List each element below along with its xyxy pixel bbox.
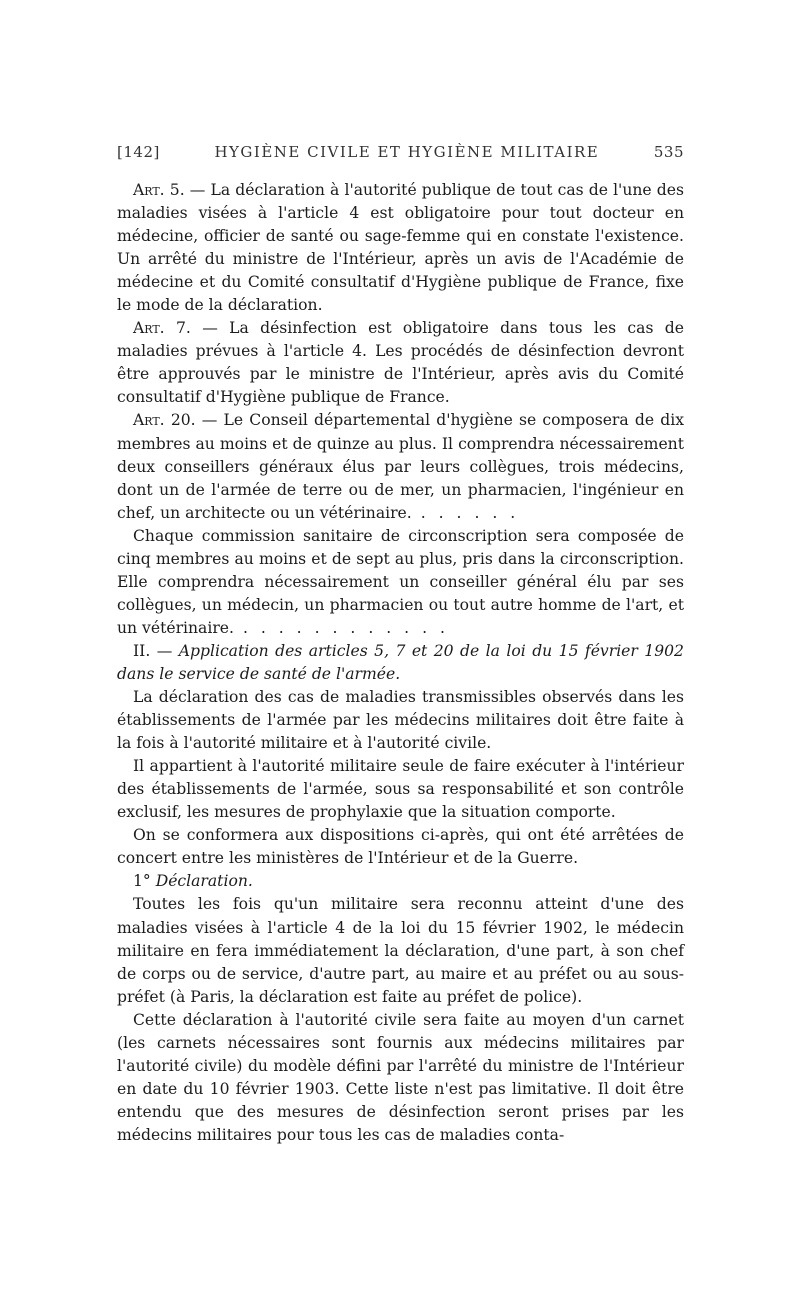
- subheading-title: Déclaration.: [155, 872, 253, 891]
- paragraph-text: — La désinfection est obligatoire dans tous les cas de maladies prévues à l'article 4. Les procédés de désinfection devront être approuvés par le ministre de l'Intérieur, après avis du Comité consultatif d'Hygiène publique de France.: [117, 319, 684, 407]
- body-paragraph: [117, 1009, 684, 1147]
- subheading-number: 1°: [133, 872, 156, 891]
- paragraph-text: — Le Conseil départemental d'hygiène se composera de dix membres au moins et de quinze au plus. Il comprendra nécessairement deux conseillers généraux élus par leurs collègues, trois médecins, dont un de l'armée de terre ou de mer, un pharmacien, l'ingénieur en chef, un architecte ou un vétérinaire.: [117, 411, 684, 522]
- article-20-paragraph: [117, 409, 684, 524]
- commission-paragraph: [117, 525, 684, 640]
- paragraph-text: Chaque commission sanitaire de circonscription sera composée de cinq membres au moins et de sept au plus, pris dans la circonscription. Elle comprendra nécessairement un conseiller général élu par ses collègues, un médecin, un pharmacien ou tout autre homme de l'art, et un vétérinaire.: [117, 526, 684, 637]
- dot-leader: . . . . . .: [411, 503, 520, 522]
- dot-leader: . . . . . . . . . . . .: [233, 618, 449, 637]
- article-5-paragraph: [117, 179, 684, 317]
- book-page: [117, 143, 684, 1147]
- article-7-paragraph: [117, 317, 684, 409]
- article-label: Art. 7.: [133, 319, 191, 338]
- header-title: HYGIÈNE CIVILE ET HYGIÈNE MILITAIRE: [214, 143, 600, 161]
- body-text: [117, 179, 684, 1147]
- paragraph-text: On se conformera aux dispositions ci-après, qui ont été arrêtées de concert entre les ministères de l'Intérieur et de la Guerre.: [117, 826, 684, 868]
- page-number: 535: [653, 143, 684, 161]
- article-label: Art. 5.: [133, 181, 185, 199]
- body-paragraph: [117, 755, 684, 824]
- running-header: [117, 143, 684, 161]
- section-number: II. —: [133, 641, 179, 660]
- paragraph-text: — La déclaration à l'autorité publique de tout cas de l'une des maladies visées à l'article 4 est obligatoire pour tout docteur en médecine, officier de santé ou sage-femme qui en constate l'existence. Un arrêté du ministre de l'Intérieur, après un avis de l'Académie de médecine et du Comité consultatif d'Hygiène publique de France, fixe le mode de la déclaration.: [117, 181, 684, 315]
- body-paragraph: [117, 686, 684, 755]
- body-paragraph: [117, 893, 684, 1008]
- body-paragraph: [117, 824, 684, 870]
- paragraph-text: Il appartient à l'autorité militaire seule de faire exécuter à l'intérieur des établissements de l'armée, sous sa responsabilité et son contrôle exclusif, les mesures de prophylaxie que la situation comporte.: [117, 757, 684, 822]
- paragraph-text: Cette déclaration à l'autorité civile sera faite au moyen d'un carnet (les carnets nécessaires sont fournis aux médecins militaires par l'autorité civile) du modèle défini par l'arrêté du ministre de l'Intérieur en date du 10 février 1903. Cette liste n'est pas limitative. Il doit être entendu que des mesures de désinfection seront prises par les médecins militaires pour tous les cas de maladies conta-: [117, 1010, 684, 1144]
- section-heading-application: [117, 640, 684, 686]
- article-label: Art. 20.: [133, 411, 196, 430]
- paragraph-text: Toutes les fois qu'un militaire sera reconnu atteint d'une des maladies visées à l'article 4 de la loi du 15 février 1902, le médecin militaire en fera immédiatement la déclaration, d'une part, à son chef de corps ou de service, d'autre part, au maire et au préfet ou au sous-préfet (à Paris, la déclaration est faite au préfet de police).: [117, 895, 684, 1006]
- section-title: Application des articles 5, 7 et 20 de la loi du 15 février 1902 dans le service de santé de l'armée.: [117, 641, 684, 683]
- header-section-number: [142]: [117, 143, 160, 161]
- subheading-declaration: [117, 870, 684, 893]
- paragraph-text: La déclaration des cas de maladies transmissibles observés dans les établissements de l'armée par les médecins militaires doit être faite à la fois à l'autorité militaire et à l'autorité civile.: [117, 688, 684, 753]
